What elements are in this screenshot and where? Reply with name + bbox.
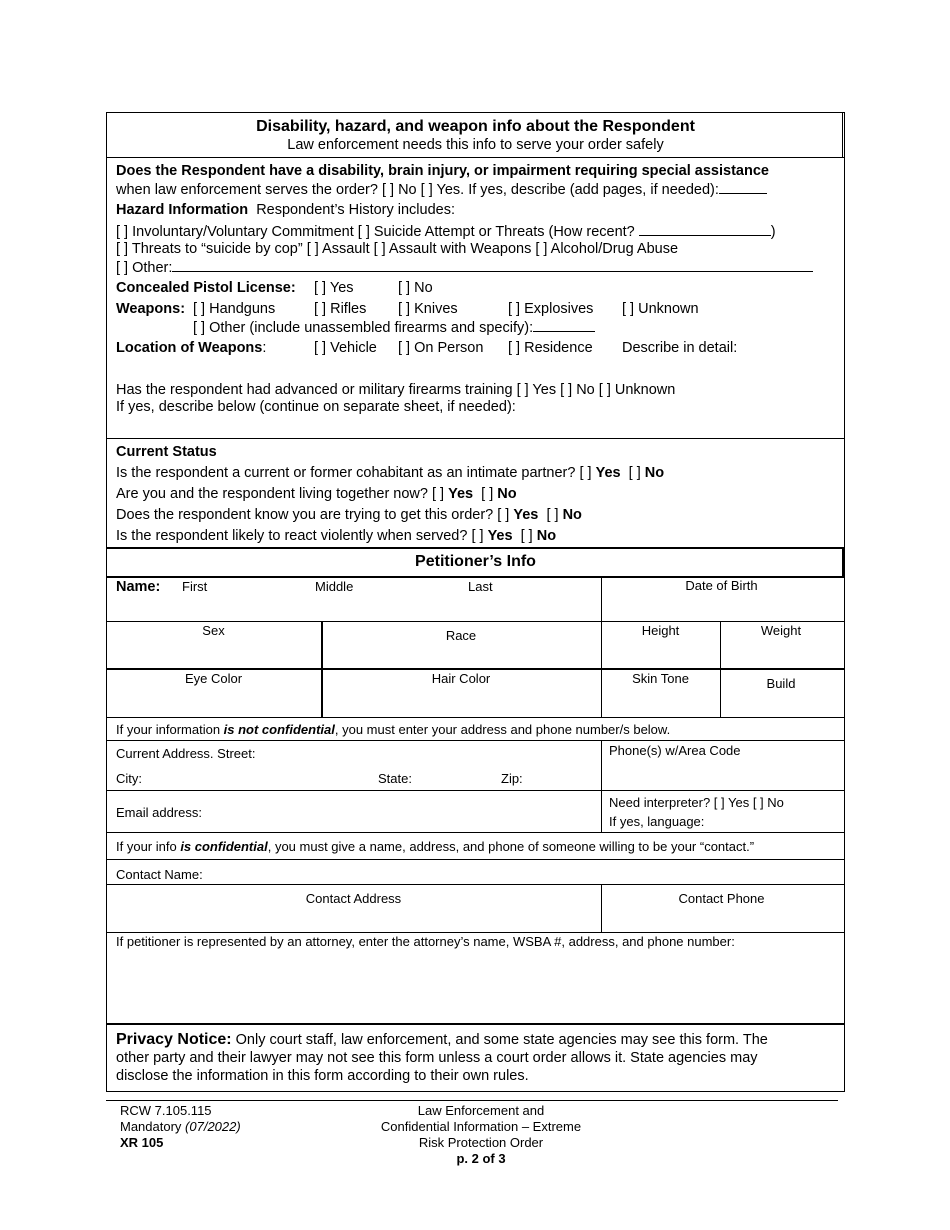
- state-field[interactable]: State:: [378, 771, 412, 786]
- section-subtitle: Law enforcement needs this info to serve your order safely: [287, 137, 664, 153]
- frame-right-line: [844, 112, 845, 1092]
- contact-name-top-line: [106, 859, 845, 860]
- footer-line: [106, 1100, 838, 1101]
- dob-field[interactable]: Date of Birth: [685, 578, 758, 593]
- footer-center-2: Confidential Information – Extreme: [380, 1119, 582, 1134]
- petitioner-title: Petitioner’s Info: [415, 553, 536, 570]
- footer-form-id: XR 105: [120, 1135, 164, 1150]
- hazard-commitment-options[interactable]: [ ] Involuntary/Voluntary Commitment [ ] Suicide Attempt or Threats (How recent?: [116, 224, 635, 240]
- hazard-line-1: [116, 222, 776, 241]
- privacy-line-3: disclose the information in this form according to their own rules.: [116, 1068, 529, 1084]
- not-confidential-note: If your information is not confidential, you must enter your address and phone number/s below.: [116, 722, 671, 737]
- race-field[interactable]: Race: [445, 628, 477, 643]
- hazard-heading: [116, 201, 455, 219]
- hazard-other-checkbox[interactable]: [ ] Other:: [116, 260, 173, 276]
- weapons-explosives-checkbox[interactable]: [ ] Explosives: [508, 301, 594, 317]
- confidential-note: If your info is confidential, you must give a name, address, and phone of someone willing to be your “contact.”: [116, 839, 755, 854]
- disability-question-line2: [116, 180, 767, 199]
- privacy-line-1: Only court staff, law enforcement, and some state agencies may see this form. The: [235, 1032, 768, 1048]
- cohabitant-question: Is the respondent a current or former cohabitant as an intimate partner? [ ] Yes [ ] No: [116, 465, 665, 481]
- location-describe-label: Describe in detail:: [622, 340, 738, 356]
- weapons-unknown-checkbox[interactable]: [ ] Unknown: [622, 301, 699, 317]
- address-street-field[interactable]: Current Address. Street:: [116, 746, 256, 761]
- middle-name-field[interactable]: Middle: [315, 579, 354, 594]
- footer-page-number: p. 2 of 3: [456, 1151, 506, 1166]
- contact-phone-field[interactable]: Contact Phone: [678, 891, 765, 906]
- section-title: Disability, hazard, and weapon info about the Respondent: [256, 118, 695, 135]
- contact-address-top-line: [106, 884, 845, 885]
- hair-color-field[interactable]: Hair Color: [431, 671, 491, 686]
- weapons-knives-checkbox[interactable]: [ ] Knives: [398, 301, 458, 317]
- address-phone-divider: [601, 740, 602, 832]
- frame-bottom-line: [106, 1091, 845, 1092]
- privacy-label: Privacy Notice:: [116, 1031, 232, 1048]
- email-top-line: [106, 790, 845, 791]
- footer-center-1: Law Enforcement and: [417, 1103, 545, 1118]
- hazard-line1-end: ): [770, 224, 776, 240]
- interpreter-language-field[interactable]: If yes, language:: [609, 814, 705, 829]
- hazard-line-3: [116, 258, 813, 277]
- frame-left-line: [106, 112, 107, 1092]
- location-vehicle-checkbox[interactable]: [ ] Vehicle: [314, 340, 377, 356]
- eye-row-bottom: [106, 717, 845, 718]
- sex-field[interactable]: Sex: [202, 623, 225, 638]
- address-top-line: [106, 740, 845, 741]
- weapons-other-field[interactable]: [533, 318, 595, 332]
- weapons-label: Weapons:: [116, 301, 186, 317]
- location-colon: :: [262, 340, 267, 356]
- name-row-bottom: [106, 621, 845, 622]
- location-residence-checkbox[interactable]: [ ] Residence: [508, 340, 593, 356]
- build-field[interactable]: Build: [766, 676, 796, 691]
- react-violently-question: Is the respondent likely to react violently when served? [ ] Yes [ ] No: [116, 528, 557, 544]
- suicide-recency-field[interactable]: [639, 222, 771, 236]
- location-label: Location of Weapons: [116, 340, 263, 356]
- petitioner-right-line: [842, 547, 844, 577]
- weapons-other-line: [193, 318, 595, 337]
- first-name-field[interactable]: First: [182, 579, 208, 594]
- contact-address-field[interactable]: Contact Address: [305, 891, 402, 906]
- location-label-wrap: [116, 339, 266, 357]
- dob-divider: [601, 577, 602, 718]
- frame-top-line: [106, 112, 845, 113]
- training-describe: If yes, describe below (continue on separate sheet, if needed):: [116, 399, 516, 415]
- sex-row-bottom: [106, 668, 845, 670]
- weapons-other-checkbox[interactable]: [ ] Other (include unassembled firearms and specify):: [193, 320, 534, 336]
- petitioner-top-line: [106, 547, 845, 549]
- hazard-line-2[interactable]: [ ] Threats to “suicide by cop” [ ] Assault [ ] Assault with Weapons [ ] Alcohol/Drug Abuse: [116, 241, 679, 257]
- weapons-rifles-checkbox[interactable]: [ ] Rifles: [314, 301, 367, 317]
- hazard-intro: Respondent’s History includes:: [256, 202, 455, 218]
- pistol-no-checkbox[interactable]: [ ] No: [398, 280, 433, 296]
- hazard-label: Hazard Information: [116, 202, 249, 218]
- zip-field[interactable]: Zip:: [501, 771, 523, 786]
- interpreter-checkbox[interactable]: Need interpreter? [ ] Yes [ ] No: [609, 795, 784, 810]
- pistol-yes-checkbox[interactable]: [ ] Yes: [314, 280, 354, 296]
- attorney-top-line: [106, 932, 845, 933]
- location-person-checkbox[interactable]: [ ] On Person: [398, 340, 484, 356]
- confidential-top-line: [106, 832, 845, 833]
- privacy-line-2: other party and their lawyer may not see this form unless a court order allows it. State agencies may: [116, 1050, 758, 1066]
- disability-options: when law enforcement serves the order? [ ] No [ ] Yes. If yes, describe (add pages, if needed):: [116, 182, 719, 198]
- height-field[interactable]: Height: [641, 623, 680, 638]
- attorney-field[interactable]: If petitioner is represented by an attorney, enter the attorney’s name, WSBA #, address, and phone number:: [116, 934, 735, 949]
- knows-order-question: Does the respondent know you are trying to get this order? [ ] Yes [ ] No: [116, 507, 582, 523]
- footer-rcw: RCW 7.105.115: [120, 1103, 212, 1118]
- training-question[interactable]: Has the respondent had advanced or military firearms training [ ] Yes [ ] No [ ] Unknown: [116, 382, 676, 398]
- pistol-label: Concealed Pistol License:: [116, 280, 296, 296]
- disability-describe-field[interactable]: [719, 180, 767, 194]
- weight-field[interactable]: Weight: [760, 623, 802, 638]
- last-name-field[interactable]: Last: [468, 579, 493, 594]
- footer-center-3: Risk Protection Order: [418, 1135, 544, 1150]
- current-status-divider: [106, 438, 845, 439]
- header-divider: [106, 157, 845, 158]
- hazard-other-field[interactable]: [172, 258, 813, 272]
- footer-mandatory: Mandatory (07/2022): [120, 1119, 241, 1134]
- skin-tone-field[interactable]: Skin Tone: [632, 671, 689, 686]
- name-label: Name:: [116, 579, 161, 595]
- header-right-stub: [842, 112, 843, 158]
- privacy-top-line: [106, 1023, 845, 1025]
- contact-name-field[interactable]: Contact Name:: [116, 867, 203, 882]
- living-together-question: Are you and the respondent living together now? [ ] Yes [ ] No: [116, 486, 517, 502]
- current-status-label: Current Status: [116, 444, 217, 460]
- phone-field[interactable]: Phone(s) w/Area Code: [609, 743, 741, 758]
- city-field[interactable]: City:: [116, 771, 142, 786]
- privacy-notice: [116, 1031, 768, 1085]
- email-field[interactable]: Email address:: [116, 805, 202, 820]
- eye-color-field[interactable]: Eye Color: [184, 671, 243, 686]
- disability-question: Does the Respondent have a disability, brain injury, or impairment requiring special assistance: [116, 163, 769, 179]
- weapons-handguns-checkbox[interactable]: [ ] Handguns: [193, 301, 276, 317]
